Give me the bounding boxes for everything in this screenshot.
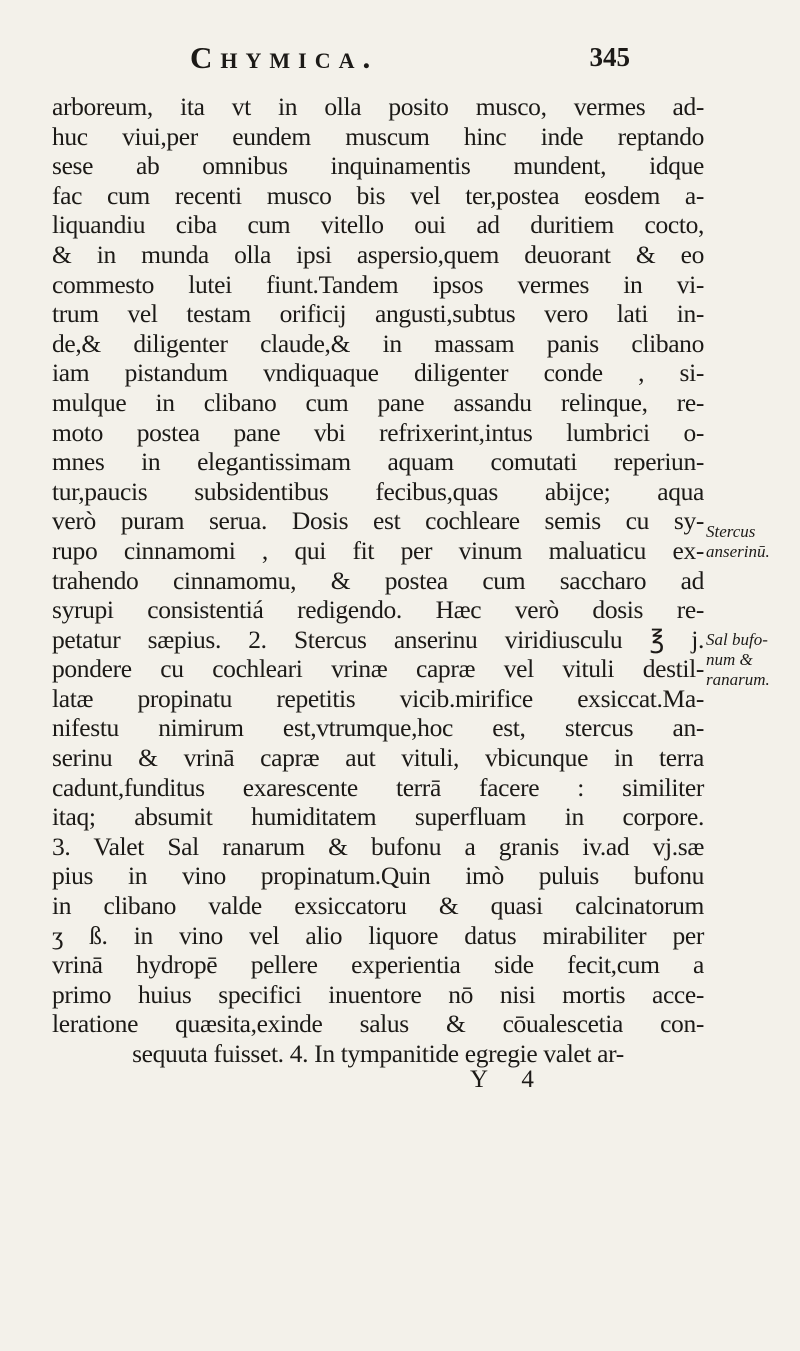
text-line: serinu & vrinā capræ aut vituli, vbicunque in terra [52, 743, 704, 773]
text-line: tur,paucis subsidentibus fecibus,quas abijce; aqua [52, 476, 704, 506]
text-line: commesto lutei fiunt.Tandem ipsos vermes in vi- [52, 269, 704, 299]
margin-note-sal [706, 630, 770, 690]
text-line: de,& diligenter claude,& in massam panis clibano [52, 328, 704, 358]
text-line: fac cum recenti musco bis vel ter,postea eosdem a- [52, 180, 704, 210]
text-line: pius in vino propinatum.Quin imò puluis bufonu [52, 861, 704, 891]
text-line: syrupi consistentiá redigendo. Hæc verò dosis re- [52, 595, 704, 625]
page-number: 345 [589, 42, 630, 72]
margin-note-line: ranarum. [706, 670, 770, 689]
text-line: huc viui,per eundem muscum hinc inde reptando [52, 121, 704, 151]
margin-note-stercus [706, 522, 770, 562]
body-text [52, 92, 704, 1069]
text-line: 3. Valet Sal ranarum & bufonu a granis iv.ad vj.sæ [52, 831, 704, 861]
text-line: verò puram serua. Dosis est cochleare semis cu sy- [52, 506, 704, 536]
text-line: ʒ ß. in vino vel alio liquore datus mirabiliter per [52, 920, 704, 950]
text-line: cadunt,funditus exarescente terrā facere : similiter [52, 772, 704, 802]
text-line: in clibano valde exsiccatoru & quasi calcinatorum [52, 891, 704, 921]
text-line: & in munda olla ipsi aspersio,quem deuorant & eo [52, 239, 704, 269]
text-line: mnes in elegantissimam aquam comutati reperiun- [52, 447, 704, 477]
text-line: rupo cinnamomi , qui fit per vinum maluaticu ex- [52, 535, 704, 565]
text-line: mulque in clibano cum pane assandu relinque, re- [52, 387, 704, 417]
text-line: primo huius specifici inuentore nō nisi mortis acce- [52, 979, 704, 1009]
text-line: arboreum, ita vt in olla posito musco, vermes ad- [52, 92, 704, 121]
text-line: pondere cu cochleari vrinæ capræ vel vituli destil- [52, 654, 704, 684]
text-line: vrinā hydropē pellere experientia side fecit,cum a [52, 950, 704, 980]
text-line: leratione quæsita,exinde salus & cōualescetia con- [52, 1009, 704, 1039]
page-header [190, 40, 630, 86]
text-line: nifestu nimirum est,vtrumque,hoc est, stercus an- [52, 713, 704, 743]
margin-note-line: Sal bufo- [706, 630, 768, 649]
text-line: trum vel testam orificij angusti,subtus vero lati in- [52, 299, 704, 329]
text-line: iam pistandum vndiquaque diligenter conde , si- [52, 358, 704, 388]
margin-note-line: Stercus [706, 522, 756, 541]
text-line: liquandiu ciba cum vitello oui ad duritiem cocto, [52, 210, 704, 240]
text-line: trahendo cinnamomu, & postea cum saccharo ad [52, 565, 704, 595]
text-line: sequuta fuisset. 4. In tympanitide egregie valet ar- [132, 1039, 624, 1068]
margin-note-line: num & [706, 650, 753, 669]
text-line: moto postea pane vbi refrixerint,intus lumbrici o- [52, 417, 704, 447]
text-line: itaq; absumit humiditatem superfluam in corpore. [52, 802, 704, 832]
text-line: latæ propinatu repetitis vicib.mirifice exsiccat.Ma- [52, 683, 704, 713]
margin-note-line: anserinū. [706, 542, 770, 561]
running-head: Chymica. [190, 40, 379, 75]
text-line: sese ab omnibus inquinamentis mundent, idque [52, 151, 704, 181]
text-line: petatur sæpius. 2. Stercus anserinu viridiusculu ℥ j. [52, 624, 704, 654]
signature-mark: Y 4 [470, 1066, 548, 1093]
